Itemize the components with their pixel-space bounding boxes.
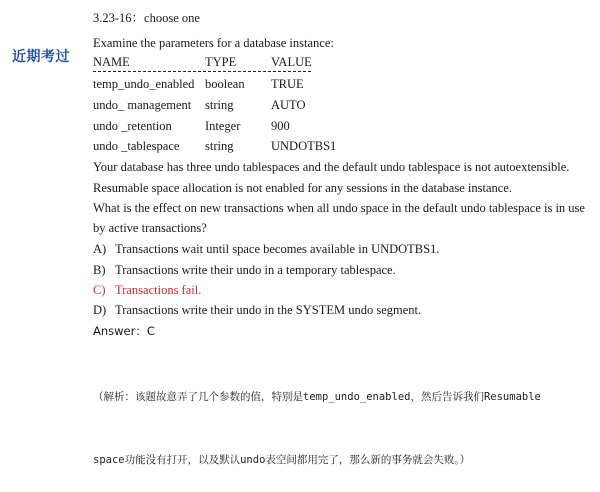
option-c-correct: [93, 283, 201, 298]
option-text: Transactions write their undo in the SYSTEM undo segment.: [115, 303, 422, 317]
param-type: string: [205, 139, 234, 153]
column-header-type: TYPE: [205, 55, 237, 69]
param-value: AUTO: [271, 98, 306, 112]
param-name: temp_undo_enabled: [93, 77, 195, 91]
option-letter: A): [93, 242, 107, 256]
question-paragraph: What is the effect on new transactions when all undo space in the default undo tablespace is in use: [93, 201, 585, 215]
param-name: undo_ management: [93, 98, 192, 112]
option-letter: C): [93, 283, 106, 297]
param-value: 900: [271, 119, 290, 133]
answer-line: Answer：C: [93, 324, 155, 338]
table-header-divider: [93, 71, 311, 72]
option-b: [93, 263, 396, 278]
param-value: TRUE: [271, 77, 304, 91]
question-paragraph: by active transactions?: [93, 221, 207, 235]
question-header: 3.23-16：choose one: [93, 11, 200, 25]
option-text: Transactions fail.: [115, 283, 202, 297]
param-type: Integer: [205, 119, 241, 133]
option-text: Transactions wait until space becomes available in UNDOTBS1.: [115, 242, 440, 256]
option-text: Transactions write their undo in a temporary tablespace.: [115, 263, 396, 277]
param-name: undo _retention: [93, 119, 172, 133]
analysis-line: space功能没有打开，以及默认undo表空间都用完了，那么新的事务就会失败。）: [93, 454, 471, 466]
param-type: string: [205, 98, 234, 112]
analysis-note: [93, 345, 573, 492]
analysis-line: （解析：该题故意弄了几个参数的值，特别是temp_undo_enabled，然后告诉我们Resumable: [93, 391, 541, 403]
option-letter: B): [93, 263, 106, 277]
question-paragraph: Your database has three undo tablespaces and the default undo tablespace is not autoextensible.: [93, 160, 570, 174]
question-paragraph: Resumable space allocation is not enabled for any sessions in the database instance.: [93, 181, 512, 195]
question-intro: Examine the parameters for a database instance:: [93, 36, 334, 50]
option-letter: D): [93, 303, 107, 317]
param-type: boolean: [205, 77, 245, 91]
param-name: undo _tablespace: [93, 139, 180, 153]
column-header-name: NAME: [93, 55, 130, 69]
column-header-value: VALUE: [271, 55, 312, 69]
param-value: UNDOTBS1: [271, 139, 337, 153]
option-a: [93, 242, 439, 257]
recent-exam-tag: 近期考过: [12, 49, 70, 65]
option-d: [93, 303, 421, 318]
